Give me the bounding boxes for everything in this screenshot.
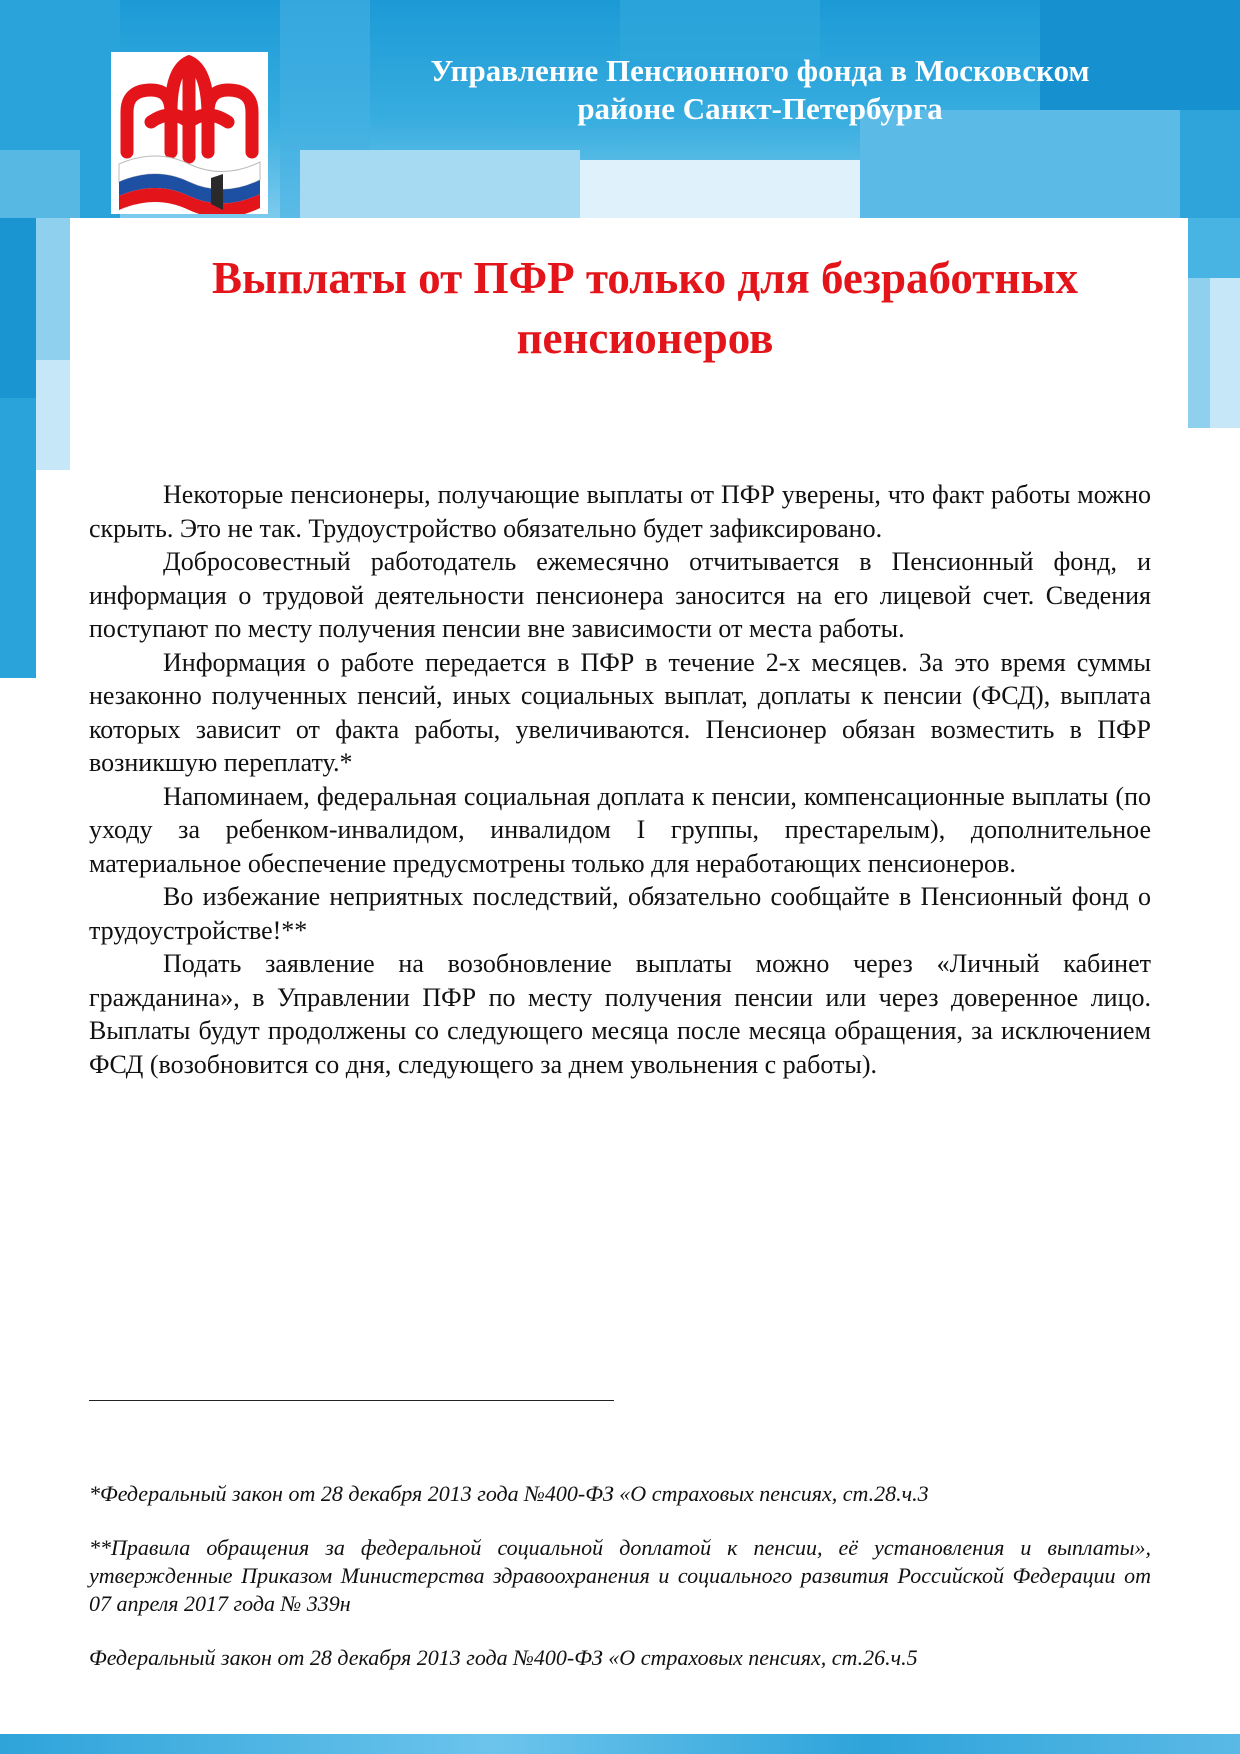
page-title-line2: пенсионеров <box>516 313 774 363</box>
paragraph: Добросовестный работодатель ежемесячно отчитывается в Пенсионный фонд, и информация о трудовой деятельности пенсионера заносится на его лицевой счет. Сведения поступают по месту получения пенсии вне зависимости от места работы. <box>89 547 1151 643</box>
paragraph: Во избежание неприятных последствий, обязательно сообщайте в Пенсионный фонд о трудоустройстве!** <box>89 882 1151 945</box>
page-title <box>130 248 1160 368</box>
organization-name-line2: районе Санкт-Петербурга <box>577 91 943 126</box>
footnote: *Федеральный закон от 28 декабря 2013 года №400-ФЗ «О страховых пенсиях, ст.28.ч.3 <box>89 1481 929 1506</box>
footnote: **Правила обращения за федеральной социальной доплатой к пенсии, её установления и выплаты», утвержденные Приказом Министерства здравоохранения и социального развития Российской Федерации от 07 апреля 2017 года № 339н <box>89 1535 1151 1616</box>
bottom-stripe <box>0 1734 1240 1754</box>
paragraph: Некоторые пенсионеры, получающие выплаты от ПФР уверены, что факт работы можно скрыть. Это не так. Трудоустройство обязательно будет зафиксировано. <box>89 480 1151 543</box>
organization-name-line1: Управление Пенсионного фонда в Московском <box>430 53 1090 88</box>
pfr-logo <box>111 52 268 214</box>
footnotes <box>89 1480 1151 1698</box>
paragraph: Информация о работе передается в ПФР в течение 2-х месяцев. За это время суммы незаконно полученных пенсий, иных социальных выплат, доплаты к пенсии (ФСД), выплата которых зависит от факта работы, увеличиваются. Пенсионер обязан возместить в ПФР возникшую переплату.* <box>89 647 1151 777</box>
footnote: Федеральный закон от 28 декабря 2013 года №400-ФЗ «О страховых пенсиях, ст.26.ч.5 <box>89 1645 918 1670</box>
organization-name <box>380 52 1140 128</box>
body-text <box>89 478 1151 1081</box>
paragraph: Подать заявление на возобновление выплаты можно через «Личный кабинет гражданина», в Управлении ПФР по месту получения пенсии или через доверенное лицо. Выплаты будут продолжены со следующего месяца после месяца обращения, за исключением ФСД (возобновится со дня, следующего за днем увольнения с работы). <box>89 949 1151 1079</box>
footnote-divider <box>89 1400 614 1401</box>
page-title-line1: Выплаты от ПФР только для безработных <box>212 253 1078 303</box>
pfr-logo-icon <box>111 52 268 214</box>
paragraph: Напоминаем, федеральная социальная доплата к пенсии, компенсационные выплаты (по уходу за ребенком-инвалидом, инвалидом I группы, престарелым), дополнительное материальное обеспечение предусмотрены только для неработающих пенсионеров. <box>89 781 1151 878</box>
